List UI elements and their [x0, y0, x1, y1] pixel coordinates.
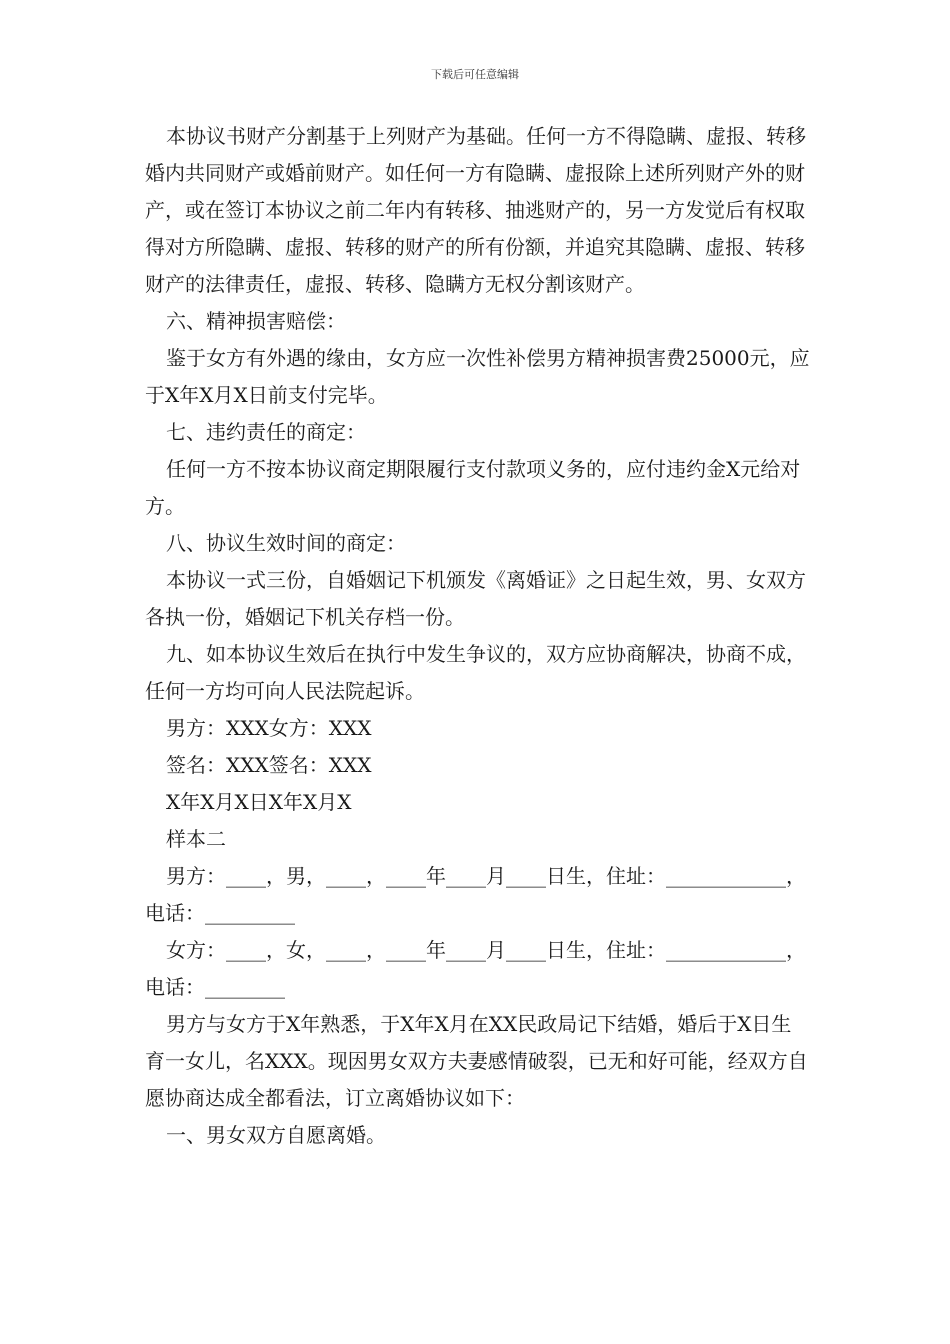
- signature-names: 签名：XXX签名：XXX: [166, 753, 372, 777]
- paragraph-background: 男方与女方于X年熟悉，于X年X月在XX民政局记下结婚，婚后于X日生育一女儿，名XXX。现因男女双方夫妻感情破裂，已无和好可能，经双方自愿协商达成全都看法，订立离婚协议如下：: [145, 1012, 808, 1110]
- paragraph-property-division: 本协议书财产分割基于上列财产为基础。任何一方不得隐瞒、虚报、转移婚内共同财产或婚前财产。如任何一方有隐瞒、虚报除上述所列财产外的财产，或在签订本协议之前二年内有转移、抽逃财产的，另一方发觉后有权取得对方所隐瞒、虚报、转移的财产的所有份额，并追究其隐瞒、虚报、转移财产的法律责任，虚报、转移、隐瞒方无权分割该财产。: [145, 124, 806, 296]
- heading-breach-liability: 七、违约责任的商定：: [166, 420, 366, 444]
- section-title-sample-two: 样本二: [166, 827, 226, 851]
- paragraph-mental-damage: 鉴于女方有外遇的缘由，女方应一次性补偿男方精神损害费25000元，应于X年X月X日前支付完毕。: [145, 346, 810, 407]
- paragraph-male-info: 男方：____，男，____，____年____月____日生，住址：____________，电话：_________: [145, 864, 806, 925]
- heading-mental-damage: 六、精神损害赔偿：: [166, 309, 346, 333]
- paragraph-dispute: 九、如本协议生效后在执行中发生争议的，双方应协商解决，协商不成，任何一方均可向人民法院起诉。: [145, 642, 806, 703]
- clause-one-divorce: 一、男女双方自愿离婚。: [166, 1123, 386, 1147]
- heading-effective-time: 八、协议生效时间的商定：: [166, 531, 406, 555]
- page-header: 下载后可任意编辑: [431, 68, 519, 81]
- signature-parties: 男方：XXX女方：XXX: [166, 716, 372, 740]
- paragraph-breach-liability: 任何一方不按本协议商定期限履行支付款项义务的，应付违约金X元给对方。: [145, 457, 801, 518]
- signature-dates: X年X月X日X年X月X: [166, 790, 352, 814]
- document-body: [145, 118, 810, 1154]
- paragraph-effective-time: 本协议一式三份，自婚姻记下机颁发《离婚证》之日起生效，男、女双方各执一份，婚姻记下机关存档一份。: [145, 568, 806, 629]
- paragraph-female-info: 女方：____，女，____，____年____月____日生，住址：____________，电话：________: [145, 938, 806, 999]
